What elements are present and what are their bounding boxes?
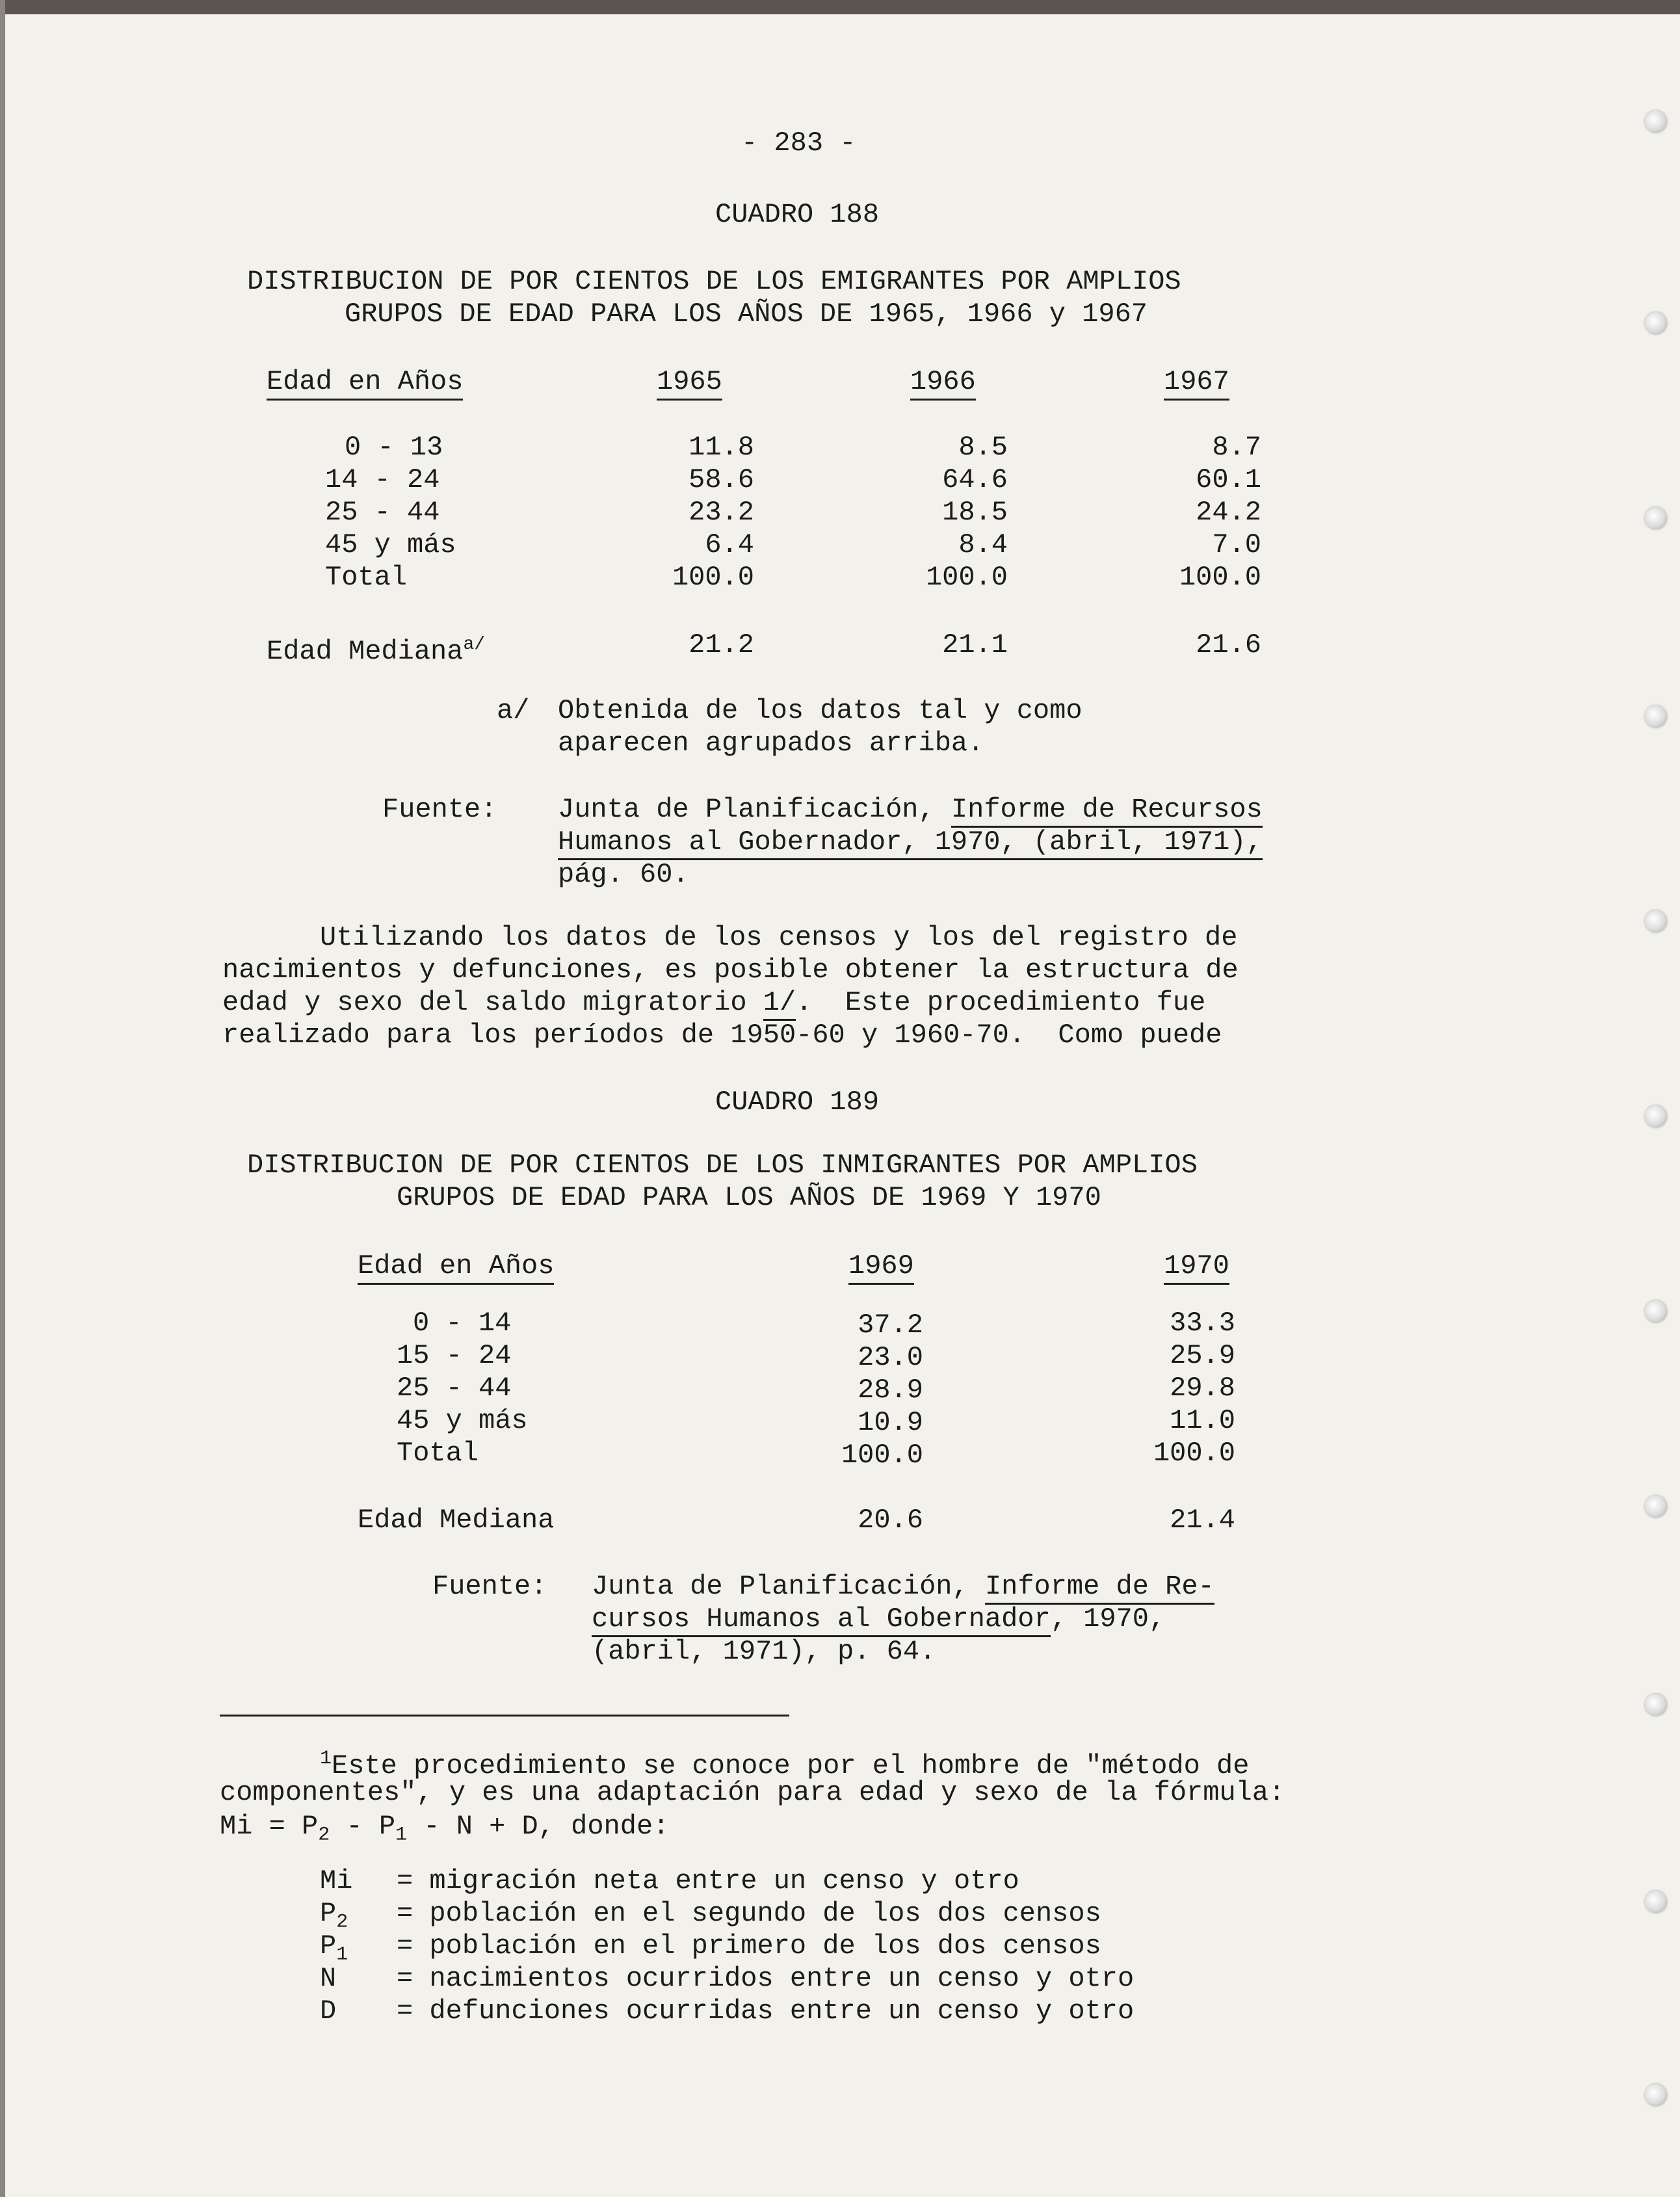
table-cell: 24.2 (1196, 497, 1261, 528)
binder-hole (1645, 111, 1667, 133)
binder-hole (1645, 1891, 1667, 1913)
page-edge (0, 0, 5, 2197)
binder-hole (1645, 1495, 1667, 1518)
table-cell: 8.5 (958, 432, 1008, 463)
binder-hole (1645, 1694, 1667, 1716)
table-heading: DISTRIBUCION DE POR CIENTOS DE LOS INMIGRANTES POR AMPLIOS (247, 1150, 1198, 1181)
table-cell: 37.2 (858, 1309, 923, 1341)
source-text: Junta de Planificación, Informe de Re- (592, 1570, 1214, 1603)
table-heading: DISTRIBUCION DE POR CIENTOS DE LOS EMIGRANTES POR AMPLIOS (247, 266, 1181, 297)
note-text: Obtenida de los datos tal y como (558, 695, 1083, 726)
source-text: (abril, 1971), p. 64. (592, 1636, 936, 1667)
footnote-text: $^1$Este procedimiento se conoce por el hombre de "método de (320, 1748, 1250, 1782)
age-group: 45 y más (397, 1405, 528, 1436)
column-header: 1965 (657, 365, 722, 401)
source-text: Humanos al Gobernador, 1970, (abril, 1971), (558, 826, 1263, 858)
age-group: 25 - 44 (325, 497, 440, 528)
column-header: 1969 (848, 1250, 914, 1285)
binder-hole (1645, 910, 1667, 932)
binder-hole (1645, 507, 1667, 529)
footnote-marker: 1 (320, 1748, 332, 1770)
median-value: 21.6 (1196, 629, 1261, 661)
note-text: aparecen agrupados arriba. (558, 728, 984, 759)
table-cell: 18.5 (942, 497, 1008, 528)
definition-symbol: D (320, 1995, 337, 2027)
median-value: 21.1 (942, 629, 1008, 661)
table-heading: GRUPOS DE EDAD PARA LOS AÑOS DE 1969 Y 1970 (397, 1182, 1101, 1213)
table-cell: 11.0 (1170, 1405, 1235, 1436)
source-label: Fuente: (382, 794, 497, 825)
definition-text: = defunciones ocurridas entre un censo y otro (397, 1995, 1135, 2027)
definition-text: = nacimientos ocurridos entre un censo y otro (397, 1963, 1135, 1994)
table-cell: 6.4 (705, 529, 754, 560)
note-marker: a/ (497, 695, 530, 726)
table-heading: GRUPOS DE EDAD PARA LOS AÑOS DE 1965, 1966 y 1967 (345, 298, 1148, 330)
table-cell: 58.6 (689, 464, 754, 495)
table-cell: 60.1 (1196, 464, 1261, 495)
median-value: 20.6 (858, 1505, 923, 1536)
binder-hole (1645, 1300, 1667, 1322)
median-value: 21.2 (689, 629, 754, 661)
table-cell: 23.0 (858, 1342, 923, 1373)
age-group: 14 - 24 (325, 464, 440, 495)
table-cell: 28.9 (858, 1375, 923, 1406)
definition-text: = población en el primero de los dos censos (397, 1930, 1101, 1962)
source-text: cursos Humanos al Gobernador, 1970, (592, 1603, 1165, 1635)
table-cell: 100.0 (841, 1440, 923, 1471)
median-value: 21.4 (1170, 1505, 1235, 1536)
table-title: CUADRO 189 (715, 1086, 880, 1118)
table-cell: 25.9 (1170, 1340, 1235, 1371)
table-cell: 100.0 (672, 562, 754, 593)
column-header: 1967 (1164, 365, 1229, 401)
source-text: Junta de Planificación, Informe de Recursos (558, 793, 1263, 826)
definition-text: = migración neta entre un censo y otro (397, 1865, 1019, 1897)
table-cell: 8.7 (1212, 432, 1261, 463)
source-label: Fuente: (432, 1571, 547, 1602)
age-group: 45 y más (325, 529, 456, 560)
binder-hole (1645, 312, 1667, 334)
column-header-age: Edad en Años (267, 365, 463, 401)
definition-symbol: $P_1$ (320, 1930, 348, 1966)
table-cell: 64.6 (942, 464, 1008, 495)
age-group: Total (397, 1438, 479, 1469)
age-group: 0 - 13 (345, 432, 443, 463)
table-cell: 11.8 (689, 432, 754, 463)
binder-hole (1645, 705, 1667, 728)
page-edge (0, 0, 1680, 14)
table-cell: 10.9 (858, 1407, 923, 1438)
formula: $Mi = P_2 - P_1 - N + D$, donde: (220, 1811, 670, 1847)
age-group: 0 - 14 (413, 1308, 512, 1339)
column-header: 1970 (1164, 1250, 1229, 1285)
table-title: CUADRO 188 (715, 199, 880, 230)
age-group: 25 - 44 (397, 1373, 512, 1404)
age-group: 15 - 24 (397, 1340, 512, 1371)
table-cell: 100.0 (925, 562, 1008, 593)
column-header-age: Edad en Años (358, 1250, 554, 1285)
paragraph-line: edad y sexo del saldo migratorio 1/. Este procedimiento fue (222, 986, 1205, 1019)
page-number: - 283 - (741, 127, 856, 159)
table-cell: 7.0 (1212, 529, 1261, 560)
paragraph-line: Utilizando los datos de los censos y los del registro de (320, 922, 1238, 953)
median-label: Edad Mediana$^{a/}$ (267, 635, 486, 667)
note-ref: a/ (463, 635, 486, 655)
table-cell: 33.3 (1170, 1308, 1235, 1339)
binder-hole (1645, 2084, 1667, 2106)
paragraph-line: realizado para los períodos de 1950-60 y 1960-70. Como puede (222, 1020, 1222, 1051)
definition-text: = población en el segundo de los dos censos (397, 1898, 1101, 1929)
footnote-rule (220, 1715, 789, 1717)
source-text: pág. 60. (558, 859, 689, 890)
median-label: Edad Mediana (358, 1505, 555, 1536)
paragraph-line: nacimientos y defunciones, es posible obtener la estructura de (222, 954, 1239, 986)
definition-symbol: N (320, 1963, 337, 1994)
footnote-ref: 1/ (763, 987, 796, 1021)
table-cell: 100.0 (1179, 562, 1261, 593)
footnote-text: componentes", y es una adaptación para edad y sexo de la fórmula: (220, 1777, 1285, 1808)
table-cell: 100.0 (1153, 1438, 1235, 1469)
definition-symbol: $P_2$ (320, 1898, 348, 1934)
age-group: Total (325, 562, 408, 593)
column-header: 1966 (910, 365, 976, 401)
table-cell: 23.2 (689, 497, 754, 528)
table-cell: 29.8 (1170, 1373, 1235, 1404)
definition-symbol: Mi (320, 1865, 353, 1897)
binder-hole (1645, 1105, 1667, 1127)
table-cell: 8.4 (958, 529, 1008, 560)
